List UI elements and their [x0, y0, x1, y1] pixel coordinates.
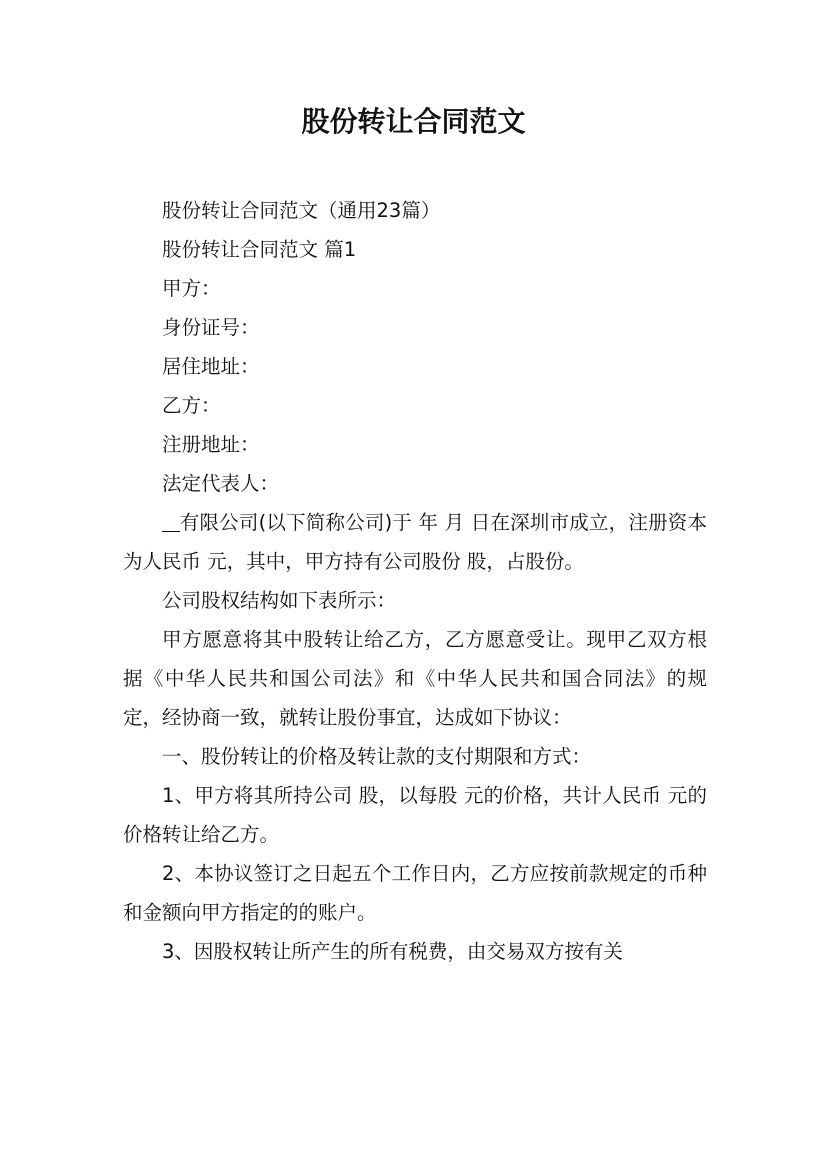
company-intro-text: 有限公司(以下简称公司)于 年 月 日在深圳市成立，注册资本为人民币 元，其中，甲方持有公司股份 股，占股份。: [123, 511, 707, 573]
document-title: 股份转让合同范文: [301, 105, 526, 138]
registered-address-label: 注册地址：: [162, 433, 260, 456]
clause-1: 1、甲方将其所持公司 股，以每股 元的价格，共计人民币 元的价格转让给乙方。: [123, 784, 707, 846]
clause-3: 3、因股权转让所产生的所有税费，由交易双方按有关: [162, 940, 623, 963]
legal-representative-label: 法定代表人：: [162, 472, 280, 495]
equity-structure-paragraph: 公司股权结构如下表所示：: [162, 589, 397, 612]
party-b-label: 乙方：: [162, 394, 221, 417]
chapter-heading: 股份转让合同范文 篇1: [162, 238, 357, 261]
company-intro-paragraph: [123, 503, 707, 581]
section-one-heading: 一、股份转让的价格及转让款的支付期限和方式：: [162, 745, 592, 768]
party-a-label: 甲方：: [162, 277, 221, 300]
transfer-intent-paragraph: 甲方愿意将其中股转让给乙方，乙方愿意受让。现甲乙双方根据《中华人民共和国公司法》和《中华人民共和国合同法》的规定，经协商一致，就转让股份事宜，达成如下协议：: [123, 628, 707, 729]
document-body: [123, 191, 707, 971]
blank-underline: [162, 511, 180, 532]
id-number-label: 身份证号：: [162, 316, 260, 339]
residence-address-label: 居住地址：: [162, 355, 260, 378]
clause-2: 2、本协议签订之日起五个工作日内，乙方应按前款规定的币种和金额向甲方指定的的账户。: [123, 862, 707, 924]
document-subtitle: 股份转让合同范文（通用23篇）: [162, 199, 441, 222]
